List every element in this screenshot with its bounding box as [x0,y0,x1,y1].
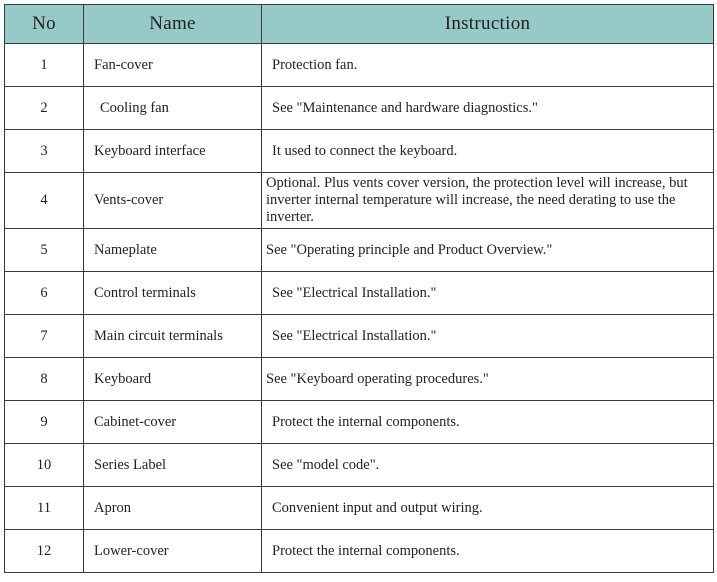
header-row [5,5,714,44]
row-no: 3 [5,130,84,173]
row-instruction: Protect the internal components. [262,401,714,444]
table-row [5,487,714,530]
row-instruction: It used to connect the keyboard. [262,130,714,173]
row-no: 11 [5,487,84,530]
header-no: No [5,5,84,44]
table-row [5,444,714,487]
row-instruction: See "Electrical Installation." [262,315,714,358]
row-no: 7 [5,315,84,358]
row-name: Keyboard [84,358,262,401]
table-row [5,358,714,401]
row-no: 8 [5,358,84,401]
table-row [5,130,714,173]
row-instruction: Optional. Plus vents cover version, the protection level will increase, but inverter internal temperature will increase, the need derating to use the inverter. [262,173,714,229]
row-no: 10 [5,444,84,487]
row-instruction: See "Operating principle and Product Overview." [262,229,714,272]
table-row [5,44,714,87]
table-row [5,173,714,229]
row-name: Lower-cover [84,530,262,573]
components-table-container [4,4,714,573]
row-instruction: See "Maintenance and hardware diagnostics." [262,87,714,130]
row-no: 9 [5,401,84,444]
row-no: 6 [5,272,84,315]
table-row [5,229,714,272]
row-name: Control terminals [84,272,262,315]
row-name: Main circuit terminals [84,315,262,358]
table-row [5,315,714,358]
header-name: Name [84,5,262,44]
row-no: 1 [5,44,84,87]
row-instruction: See "Keyboard operating procedures." [262,358,714,401]
row-instruction: Convenient input and output wiring. [262,487,714,530]
row-no: 5 [5,229,84,272]
row-name: Cabinet-cover [84,401,262,444]
row-name: Apron [84,487,262,530]
row-name: Vents-cover [84,173,262,229]
row-instruction: Protection fan. [262,44,714,87]
row-no: 12 [5,530,84,573]
row-name: Cooling fan [84,87,262,130]
table-row [5,530,714,573]
row-no: 2 [5,87,84,130]
row-no: 4 [5,173,84,229]
components-table [4,4,714,573]
table-row [5,401,714,444]
row-name: Keyboard interface [84,130,262,173]
table-row [5,87,714,130]
row-instruction: See "model code". [262,444,714,487]
row-instruction: See "Electrical Installation." [262,272,714,315]
row-name: Series Label [84,444,262,487]
table-row [5,272,714,315]
row-name: Fan-cover [84,44,262,87]
header-instruction: Instruction [262,5,714,44]
row-name: Nameplate [84,229,262,272]
row-instruction: Protect the internal components. [262,530,714,573]
